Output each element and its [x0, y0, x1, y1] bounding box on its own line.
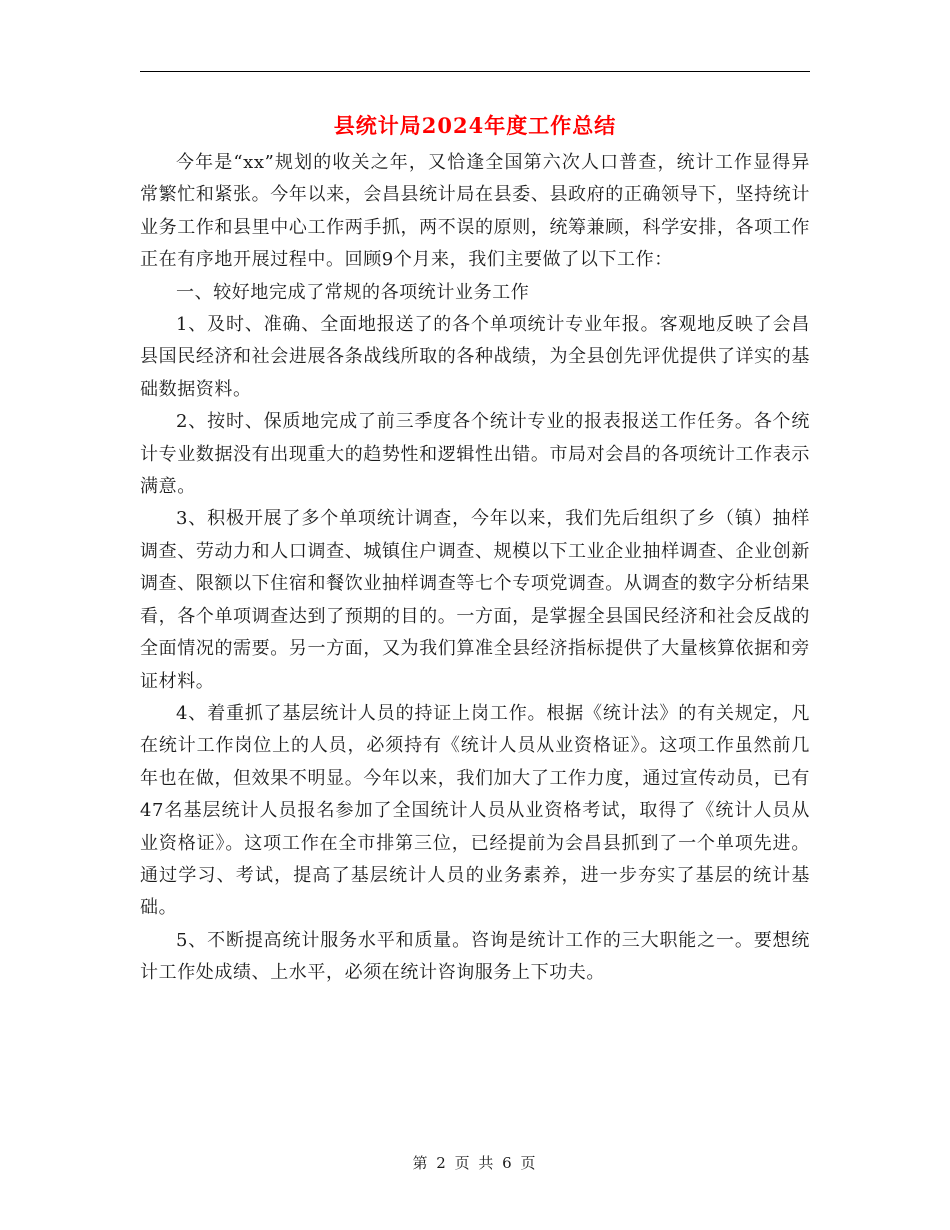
paragraph-item-1: 1、及时、准确、全面地报送了的各个单项统计专业年报。客观地反映了会昌县国民经济和社会进展各条战线所取的各种战绩，为全县创先评优提供了详实的基础数据资料。	[140, 314, 810, 400]
section-heading-1: 一、较好地完成了常规的各项统计业务工作	[176, 281, 530, 303]
paragraph-item-4: 4、着重抓了基层统计人员的持证上岗工作。根据《统计法》的有关规定，凡在统计工作岗位上的人员，必须持有《统计人员从业资格证》。这项工作虽然前几年也在做，但效果不明显。今年以来，我们加大了工作力度，通过宣传动员，已有47名基层统计人员报名参加了全国统计人员从业资格考试，取得了《统计人员从业资格证》。这项工作在全市排第三位，已经提前为会昌县抓到了一个单项先进。通过学习、考试，提高了基层统计人员的业务素养，进一步夯实了基层的统计基础。	[140, 702, 810, 919]
document-body	[140, 147, 810, 990]
paragraph-intro: 今年是“xx”规划的收关之年，又恰逢全国第六次人口普查，统计工作显得异常繁忙和紧张。今年以来，会昌县统计局在县委、县政府的正确领导下，坚持统计业务工作和县里中心工作两手抓，两不误的原则，统筹兼顾，科学安排，各项工作正在有序地开展过程中。回顾9个月来，我们主要做了以下工作：	[140, 152, 810, 271]
paragraph-item-3: 3、积极开展了多个单项统计调查，今年以来，我们先后组织了乡（镇）抽样调查、劳动力和人口调查、城镇住户调查、规模以下工业企业抽样调查、企业创新调查、限额以下住宿和餐饮业抽样调查等七个专项党调查。从调查的数字分析结果看，各个单项调查达到了预期的目的。一方面，是掌握全县国民经济和社会反战的全面情况的需要。另一方面，又为我们算准全县经济指标提供了大量核算依据和旁证材料。	[140, 508, 810, 692]
page-number: 第 2 页 共 6 页	[412, 1154, 538, 1172]
header-rule	[140, 71, 810, 72]
document-title: 县统计局2024年度工作总结	[333, 113, 617, 138]
paragraph-item-5: 5、不断提高统计服务水平和质量。咨询是统计工作的三大职能之一。要想统计工作处成绩、上水平，必须在统计咨询服务上下功夫。	[140, 929, 810, 984]
paragraph-item-2: 2、按时、保质地完成了前三季度各个统计专业的报表报送工作任务。各个统计专业数据没有出现重大的趋势性和逻辑性出错。市局对会昌的各项统计工作表示满意。	[140, 411, 810, 498]
